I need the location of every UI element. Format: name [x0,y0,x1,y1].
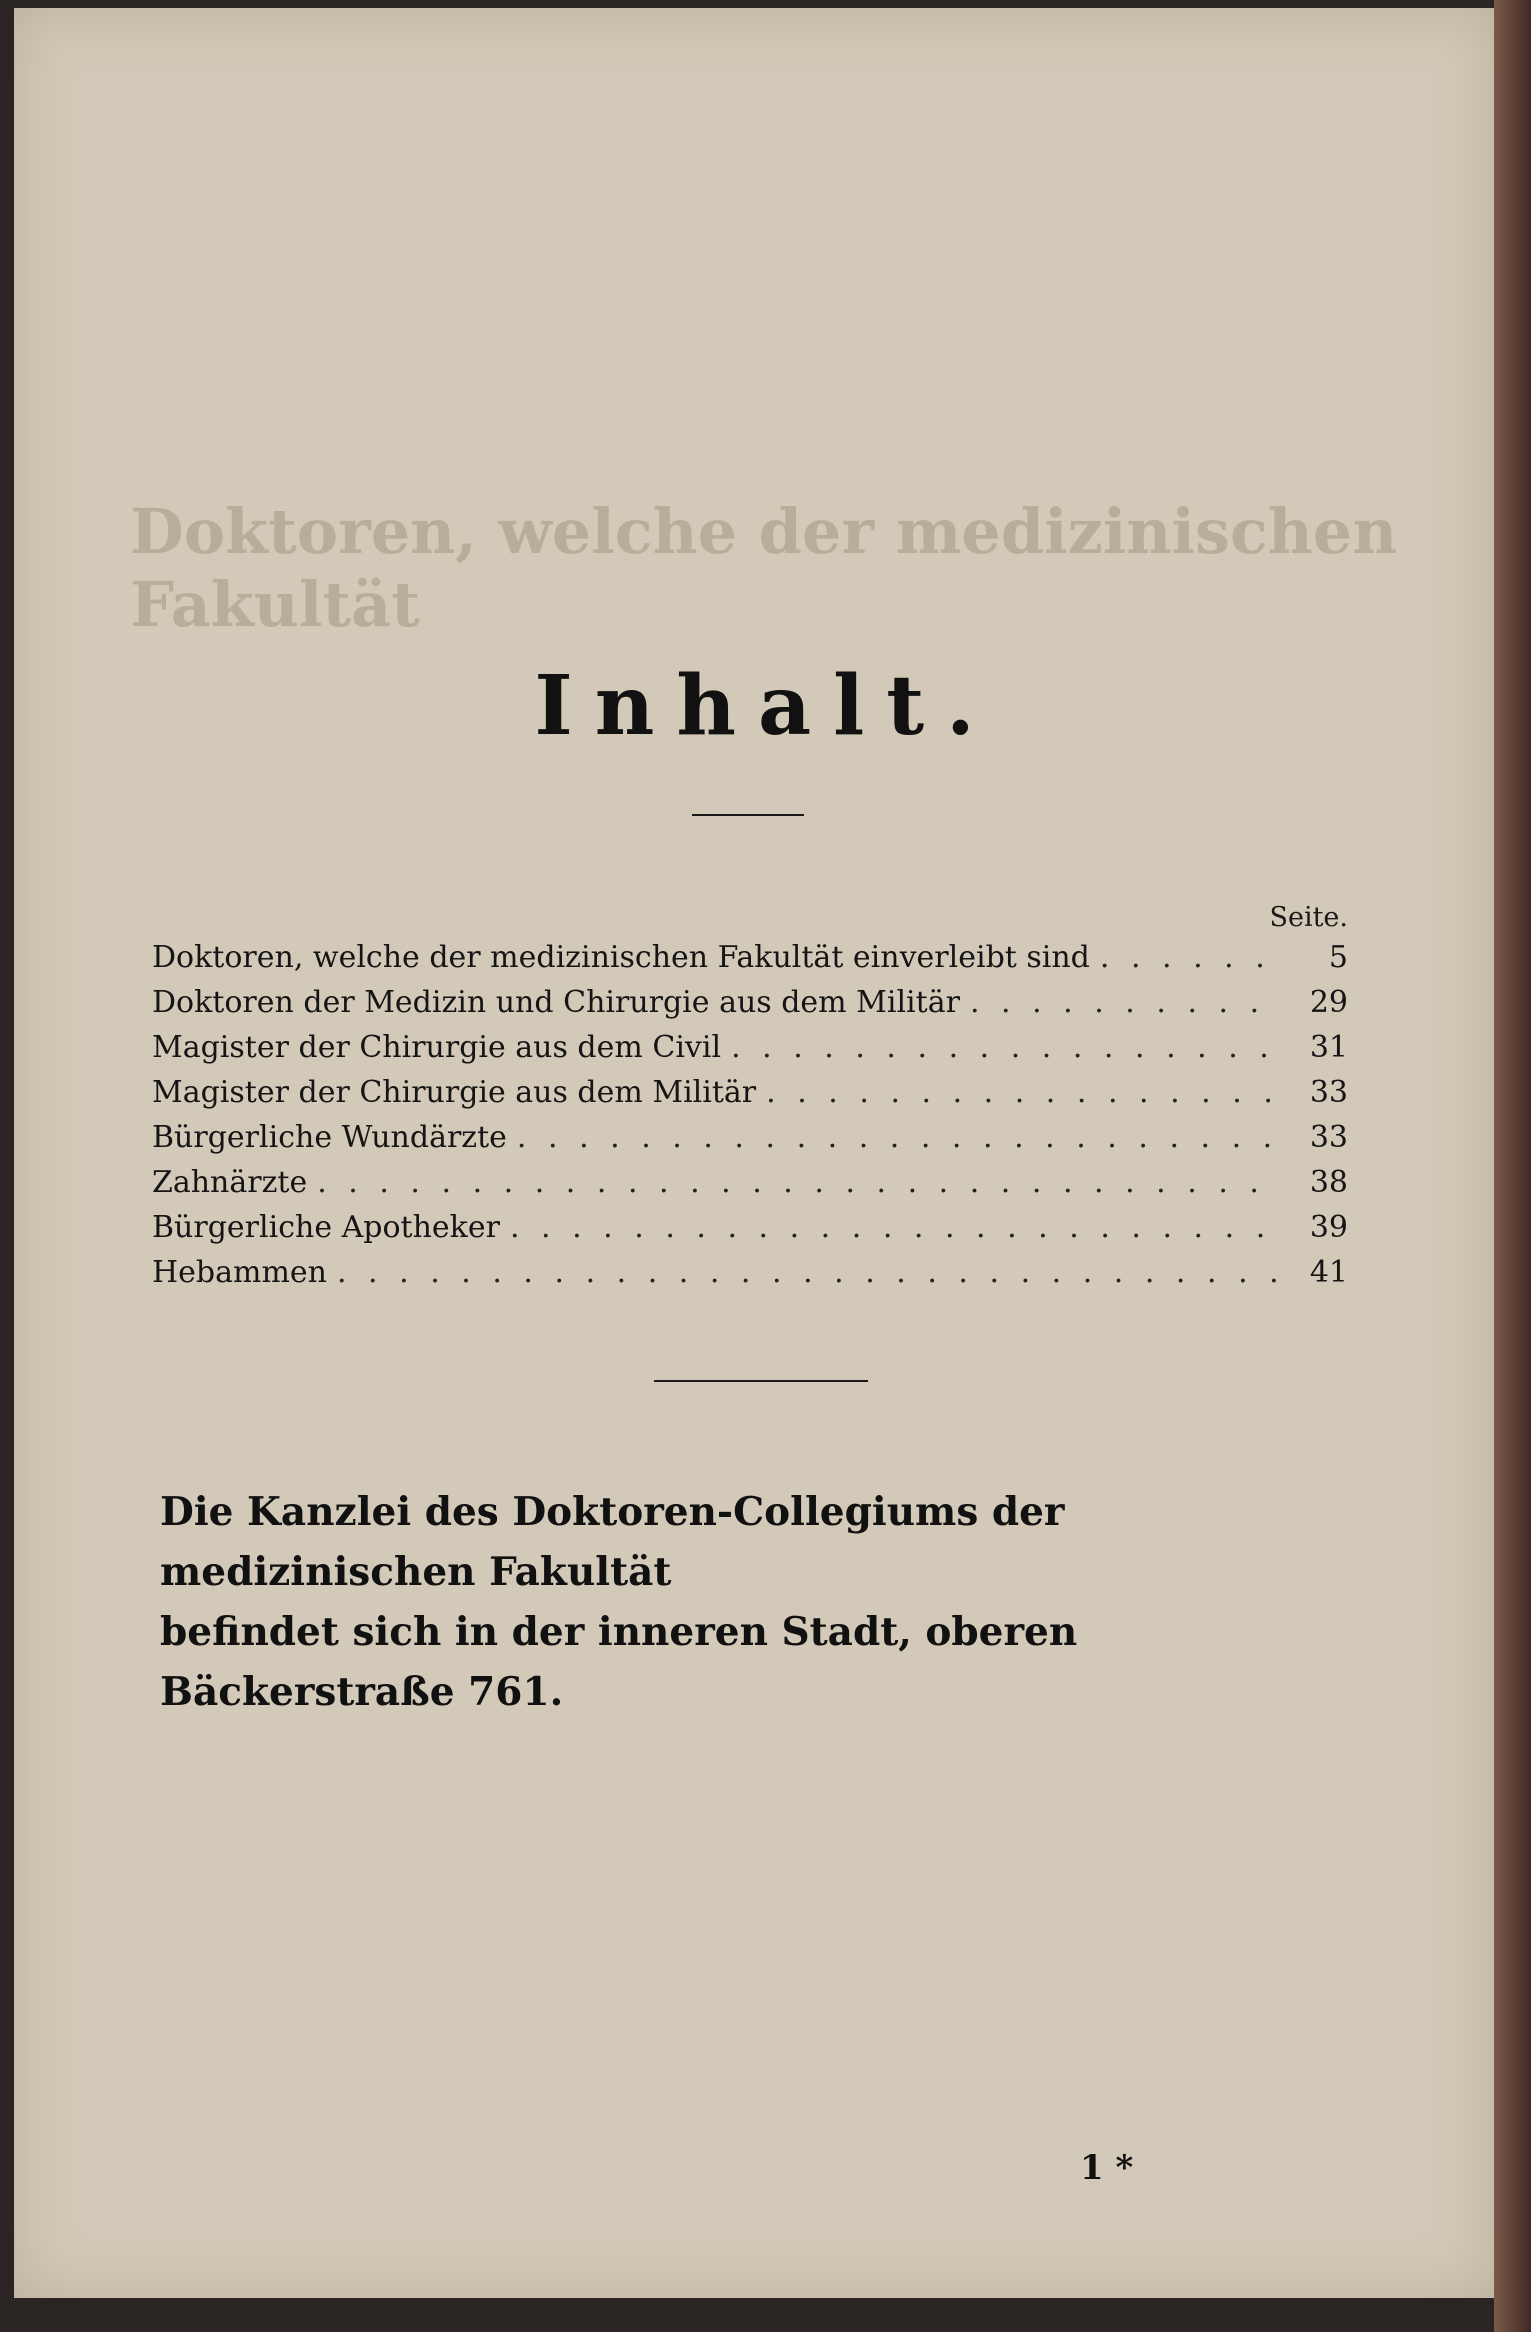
toc-entry-page: 31 [1309,1030,1348,1065]
toc-entry-page: 5 [1328,940,1348,975]
signature-mark: 1 * [1080,2148,1134,2188]
toc-entry-page: 29 [1309,985,1348,1020]
toc-entry [152,1075,1348,1120]
page-column-label: Seite. [1269,902,1348,933]
toc-entry-label: Magister der Chirurgie aus dem Civil [152,1030,722,1065]
toc-leader-dots [766,1075,1278,1110]
toc-entry [152,1210,1348,1255]
toc-entry [152,1120,1348,1165]
office-notice-line: Die Kanzlei des Doktoren-Collegiums der medizinischen Fakultät [160,1489,1065,1595]
toc-leader-dots [1100,940,1278,975]
toc-entry-page: 33 [1309,1075,1348,1110]
toc-entry-page: 41 [1309,1255,1348,1290]
toc-entry-label: Doktoren der Medizin und Chirurgie aus dem Militär [152,985,960,1020]
toc-entry-page: 39 [1309,1210,1348,1245]
toc-entry-label: Doktoren, welche der medizinischen Fakultät einverleibt sind [152,940,1090,975]
section-divider [654,1380,868,1382]
toc-entry [152,985,1348,1030]
toc-entry [152,1030,1348,1075]
page-title: Inhalt. [534,658,997,754]
toc-leader-dots [317,1165,1278,1200]
toc-leader-dots [731,1030,1278,1065]
title-divider [692,814,804,816]
toc-entry-label: Zahnärzte [152,1165,308,1200]
toc-entry-label: Bürgerliche Wundärzte [152,1120,507,1155]
toc-leader-dots [517,1120,1278,1155]
toc-leader-dots [510,1210,1278,1245]
toc-leader-dots [337,1255,1278,1290]
bleed-through-heading: Doktoren, welche der medizinischen Fakultät [130,495,1398,641]
office-notice-line: befindet sich in der inneren Stadt, oberen Bäckerstraße 761. [160,1609,1078,1715]
office-notice [160,1482,1360,1722]
toc-entry-label: Magister der Chirurgie aus dem Militär [152,1075,757,1110]
toc-entry [152,1165,1348,1210]
toc-entry-page: 38 [1309,1165,1348,1200]
toc-entry-label: Bürgerliche Apotheker [152,1210,500,1245]
toc-entry [152,940,1348,985]
toc-entry-page: 33 [1309,1120,1348,1155]
table-of-contents [152,940,1348,1300]
toc-leader-dots [970,985,1278,1020]
toc-entry [152,1255,1348,1300]
book-spine [1494,0,1531,2332]
toc-entry-label: Hebammen [152,1255,327,1290]
